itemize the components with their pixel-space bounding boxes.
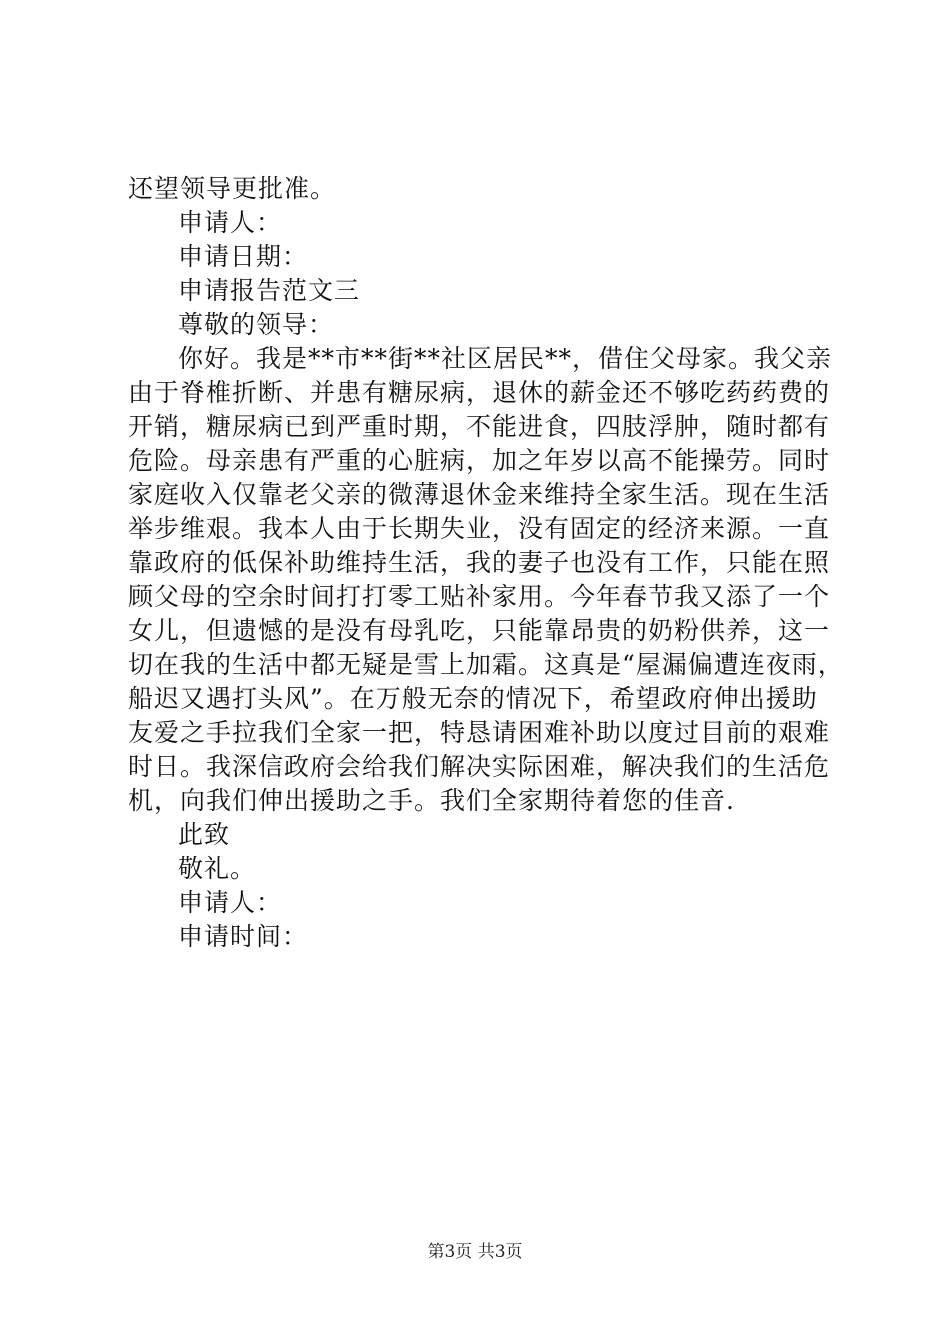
section-title: 申请报告范文三 <box>178 276 361 305</box>
paragraph-line: 船迟又遇打头风”。在万般无奈的情况下，希望政府伸出援助 <box>128 684 818 713</box>
text-line-closing-request: 还望领导更批准。 <box>128 174 337 203</box>
signature-time-label: 申请时间： <box>178 922 309 951</box>
body-paragraph <box>128 342 844 818</box>
closing-salute: 敬礼。 <box>178 854 257 883</box>
paragraph-line: 靠政府的低保补助维持生活，我的妻子也没有工作，只能在照 <box>128 548 831 577</box>
applicant-label: 申请人： <box>178 208 283 237</box>
paragraph-line: 友爱之手拉我们全家一把，特恳请困难补助以度过目前的艰难 <box>128 718 831 747</box>
paragraph-line: 女儿，但遗憾的是没有母乳吃，只能靠昂贵的奶粉供养，这一 <box>128 616 831 645</box>
paragraph-line: 机，向我们伸出援助之手。我们全家期待着您的佳音. <box>128 786 735 815</box>
paragraph-line: 家庭收入仅靠老父亲的微薄退休金来维持全家生活。现在生活 <box>128 480 831 509</box>
paragraph-line: 你好。我是**市**街**社区居民**，借住父母家。我父亲 <box>178 344 833 373</box>
paragraph-line: 举步维艰。我本人由于长期失业，没有固定的经济来源。一直 <box>128 514 831 543</box>
salutation: 尊敬的领导： <box>178 310 335 339</box>
closing-phrase: 此致 <box>178 820 231 849</box>
paragraph-line: 危险。母亲患有严重的心脏病，加之年岁以高不能操劳。同时 <box>128 446 831 475</box>
paragraph-line: 由于脊椎折断、并患有糖尿病，退休的薪金还不够吃药药费的 <box>128 378 831 407</box>
paragraph-line: 切在我的生活中都无疑是雪上加霜。这真是“屋漏偏遭连夜雨， <box>128 650 844 679</box>
paragraph-line: 开销，糖尿病已到严重时期，不能进食，四肢浮肿，随时都有 <box>128 412 831 441</box>
signature-applicant-label: 申请人： <box>178 888 283 917</box>
paragraph-line: 顾父母的空余时间打打零工贴补家用。今年春节我又添了一个 <box>128 582 831 611</box>
document-body <box>128 172 844 954</box>
application-date-label: 申请日期： <box>178 242 309 271</box>
paragraph-line: 时日。我深信政府会给我们解决实际困难，解决我们的生活危 <box>128 752 831 781</box>
page-number-footer: 第3页 共3页 <box>427 1242 523 1262</box>
